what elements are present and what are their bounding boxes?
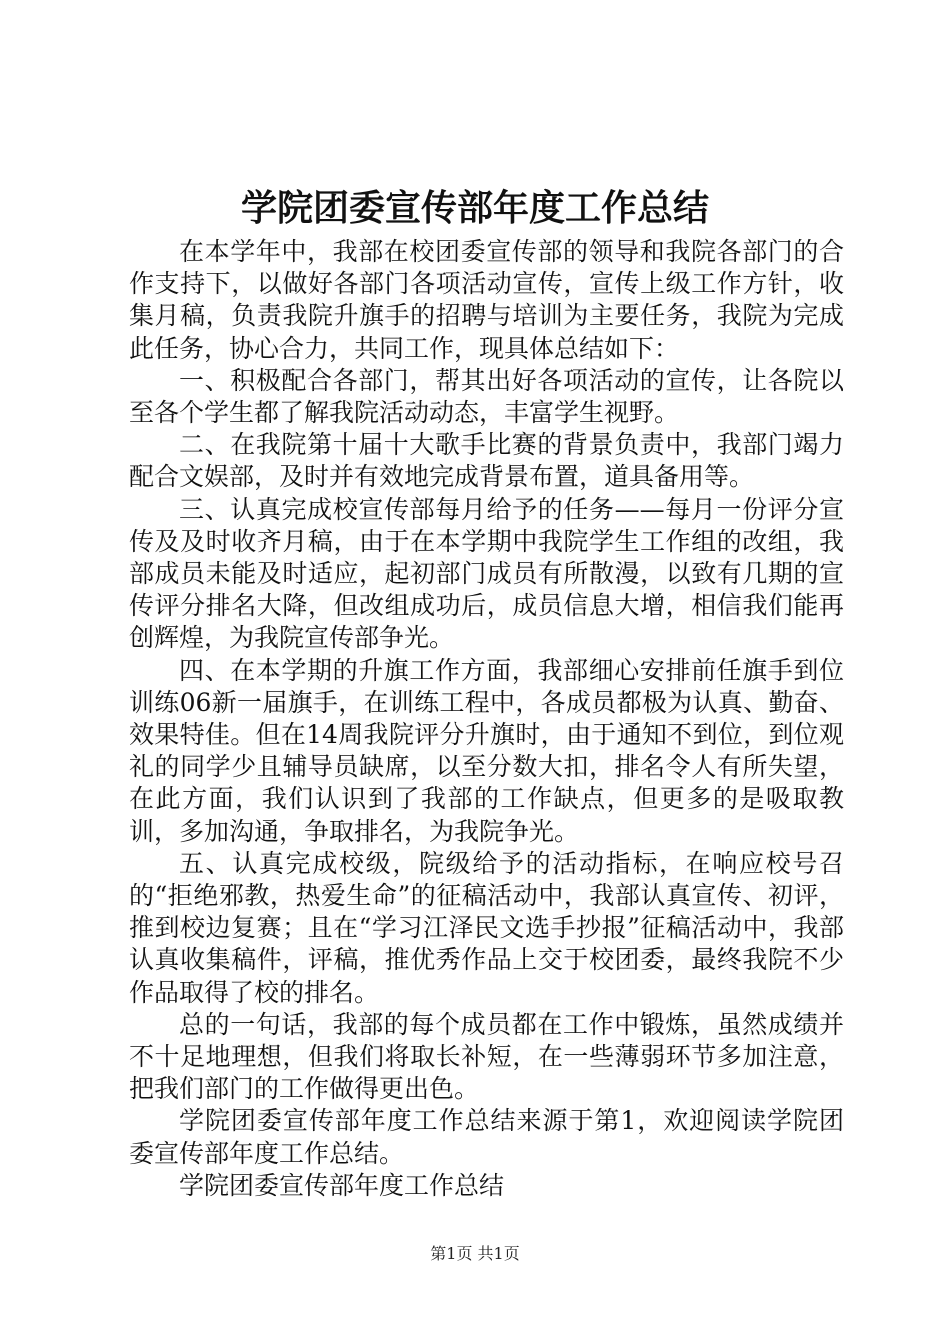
paragraph-item-3: 三、认真完成校宣传部每月给予的任务——每月一份评分宣传及及时收齐月稿，由于在本学期中我院学生工作组的改组，我部成员未能及时适应，起初部门成员有所散漫，以致有几期的宣传评分排名大降，但改组成功后，成员信息大增，相信我们能再创辉煌，为我院宣传部争光。 [129,494,844,653]
document-body [129,236,844,1202]
document-title: 学院团委宣传部年度工作总结 [240,187,709,229]
paragraph-source-note: 学院团委宣传部年度工作总结来源于第1，欢迎阅读学院团委宣传部年度工作总结。 [129,1106,844,1168]
paragraph-item-2: 二、在我院第十届十大歌手比赛的背景负责中，我部门竭力配合文娱部，及时并有效地完成背景布置，道具备用等。 [129,430,844,492]
paragraph-closing-title: 学院团委宣传部年度工作总结 [179,1170,505,1200]
paragraph-item-1: 一、积极配合各部门，帮其出好各项活动的宣传，让各院以至各个学生都了解我院活动动态，丰富学生视野。 [129,365,844,428]
page-footer: 第1页 共1页 [430,1244,520,1263]
paragraph-item-5: 五、认真完成校级，院级给予的活动指标，在响应校号召的“拒绝邪教，热爱生命”的征稿活动中，我部认真宣传、初评，推到校边复赛；且在“学习江泽民文选手抄报”征稿活动中，我部认真收集稿件，评稿，推优秀作品上交于校团委，最终我院不少作品取得了校的排名。 [129,848,844,1007]
paragraph-summary: 总的一句话，我部的每个成员都在工作中锻炼，虽然成绩并不十足地理想，但我们将取长补短，在一些薄弱环节多加注意，把我们部门的工作做得更出色。 [129,1009,844,1104]
paragraph-intro: 在本学年中，我部在校团委宣传部的领导和我院各部门的合作支持下，以做好各部门各项活动宣传，宣传上级工作方针，收集月稿，负责我院升旗手的招聘与培训为主要任务，我院为完成此任务，协心合力，共同工作，现具体总结如下： [129,237,844,363]
paragraph-item-4: 四、在本学期的升旗工作方面，我部细心安排前任旗手到位训练06新一届旗手，在训练工程中，各成员都极为认真、勤奋、效果特佳。但在14周我院评分升旗时，由于通知不到位，到位观礼的同学少且辅导员缺席，以至分数大扣，排名令人有所失望，在此方面，我们认识到了我部的工作缺点，但更多的是吸取教训，多加沟通，争取排名，为我院争光。 [129,655,844,846]
